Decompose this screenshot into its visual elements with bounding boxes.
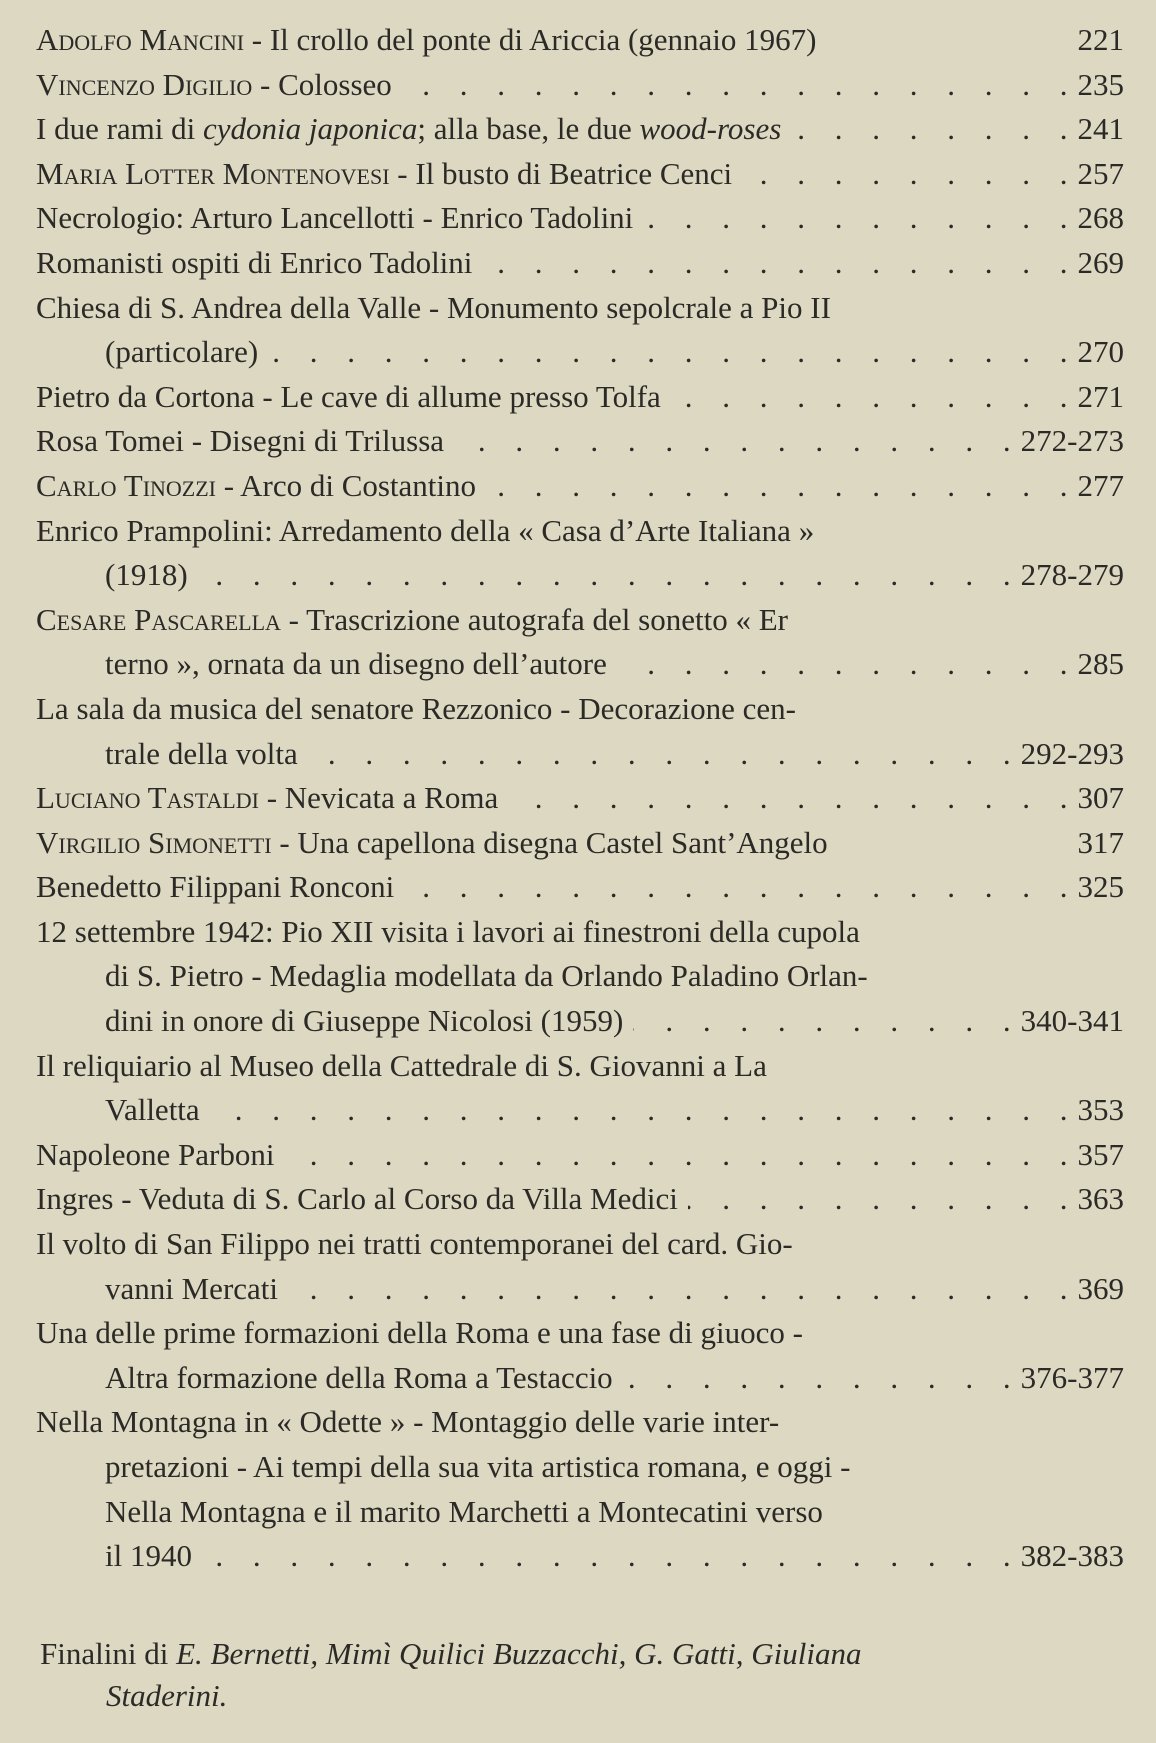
entry-text: [36, 687, 796, 732]
toc-entry: [36, 910, 1124, 1044]
entry-title-part: La sala da musica del senatore Rezzonico - Decorazione cen-: [36, 690, 796, 726]
toc-entry: [36, 1133, 1124, 1178]
entry-text: [105, 1088, 200, 1133]
dot-leader: [268, 330, 1067, 375]
entry-line: [36, 553, 1124, 598]
entry-line: [36, 286, 1124, 331]
entry-line: [36, 63, 1124, 108]
dot-leader: [643, 196, 1067, 241]
page-number: 271: [1077, 378, 1124, 414]
dot-leader: [202, 1534, 1011, 1579]
entry-title-part: - Il crollo del ponte di Ariccia (gennaio 1967): [244, 22, 817, 57]
toc-entry: [36, 1177, 1124, 1222]
entry-author: Luciano Tastaldi: [36, 780, 259, 816]
dot-leader: [617, 642, 1068, 687]
dot-leader: [791, 107, 1067, 152]
entry-line: [36, 687, 1124, 732]
entry-line: [36, 464, 1124, 509]
toc-entry: [36, 464, 1124, 509]
dot-leader: [633, 999, 1010, 1044]
entry-title-part: - Il busto di Beatrice Cenci: [389, 155, 733, 191]
entry-text: [105, 553, 188, 598]
entry-text: [36, 821, 828, 866]
toc-entry: [36, 196, 1124, 241]
entry-text: [105, 330, 258, 375]
entry-line: [36, 1133, 1124, 1178]
toc-entry: [36, 598, 1124, 687]
entry-text: [36, 419, 444, 464]
entry-text: [36, 286, 831, 331]
entry-line: [36, 241, 1124, 286]
entry-text: [105, 732, 298, 777]
entry-text: [105, 1267, 278, 1312]
page-number: 317: [1077, 824, 1124, 860]
entry-text: [105, 1445, 850, 1490]
entry-text: [105, 642, 607, 687]
toc-entry: [36, 776, 1124, 821]
entry-title-part: dini in onore di Giuseppe Nicolosi (1959): [105, 1003, 624, 1039]
entry-line: [36, 419, 1124, 464]
entry-title-part: - Arco di Costantino: [216, 467, 477, 503]
entry-title-part: di S. Pietro - Medaglia modellata da Orlando Paladino Orlan-: [105, 958, 868, 994]
entry-text: [105, 1534, 192, 1579]
entry-text: [36, 18, 817, 63]
entry-line: [36, 821, 1124, 866]
page-number: 241: [1077, 111, 1124, 147]
toc-entry: [36, 375, 1124, 420]
toc-entry: [36, 107, 1124, 152]
page-number: 269: [1077, 244, 1124, 280]
dot-leader: [198, 553, 1011, 598]
entry-text: [36, 1044, 767, 1089]
toc-entry: [36, 1044, 1124, 1133]
entry-line: [36, 18, 1124, 63]
entry-title-part: Nella Montagna e il marito Marchetti a Montecatini verso: [105, 1493, 823, 1529]
entry-title-part: Altra formazione della Roma a Testaccio: [105, 1359, 613, 1395]
entry-line: [36, 642, 1124, 687]
entry-title-part: terno », ornata da un disegno dell’autore: [105, 646, 607, 682]
entry-text: [36, 509, 814, 554]
entry-line: [36, 865, 1124, 910]
entry-text: [36, 910, 860, 955]
page-number: 285: [1077, 646, 1124, 682]
entry-line: [36, 1267, 1124, 1312]
entry-line: [36, 196, 1124, 241]
entry-title-part: 12 settembre 1942: Pio XII visita i lavori ai finestroni della cupola: [36, 913, 860, 949]
toc-entry: [36, 1311, 1124, 1400]
page-number: 270: [1077, 334, 1124, 370]
entry-line: [36, 1445, 1124, 1490]
page-number: 353: [1077, 1092, 1124, 1128]
entry-text: [36, 1222, 793, 1267]
page-number: 363: [1077, 1181, 1124, 1217]
finalini-credit: [40, 1633, 861, 1717]
toc-entry: [36, 18, 1124, 63]
dot-leader: [454, 419, 1011, 464]
page-number: 268: [1077, 200, 1124, 236]
entry-title-part: Romanisti ospiti di Enrico Tadolini: [36, 244, 473, 280]
dot-leader: [671, 375, 1068, 420]
entry-text: [36, 865, 394, 910]
entry-title-part: Il reliquiario al Museo della Cattedrale di S. Giovanni a La: [36, 1047, 767, 1083]
entry-author: Maria Lotter Montenovesi: [36, 155, 390, 191]
entry-title-part: Nella Montagna in « Odette » - Montaggio delle varie inter-: [36, 1404, 780, 1440]
entry-line: [36, 910, 1124, 955]
entry-title-part: wood-roses: [639, 111, 782, 147]
dot-leader: [404, 865, 1067, 910]
dot-leader: [482, 241, 1067, 286]
finalini-names: E. Bernetti, Mimì Quilici Buzzacchi, G. Gatti, Giuliana: [176, 1636, 862, 1671]
entry-line: [36, 1044, 1124, 1089]
page-number: 376-377: [1020, 1359, 1124, 1395]
dot-leader: [402, 63, 1068, 108]
entry-text: [105, 954, 868, 999]
page-number: 340-341: [1020, 1003, 1124, 1039]
page-number: 325: [1077, 869, 1124, 905]
entry-text: [105, 1356, 613, 1401]
entry-line: [36, 375, 1124, 420]
entry-text: [105, 999, 623, 1044]
page-number: 278-279: [1020, 557, 1124, 593]
toc-entry: [36, 1222, 1124, 1311]
entry-text: [36, 63, 392, 108]
entry-title-part: - Una capellona disegna Castel Sant’Angelo: [271, 824, 828, 860]
entry-text: [36, 464, 476, 509]
dot-leader: [688, 1177, 1068, 1222]
entry-title-part: Necrologio: Arturo Lancellotti - Enrico Tadolini: [36, 200, 634, 236]
entry-line: [36, 509, 1124, 554]
entry-author: Vincenzo Digilio: [36, 66, 253, 102]
dot-leader: [288, 1267, 1067, 1312]
entry-title-part: Napoleone Parboni: [36, 1136, 275, 1172]
entry-title-part: (particolare): [105, 334, 259, 370]
entry-title-part: Il volto di San Filippo nei tratti contemporanei del card. Gio-: [36, 1226, 793, 1262]
entry-text: [36, 196, 633, 241]
page-number: 257: [1077, 155, 1124, 191]
entry-text: [36, 1133, 274, 1178]
entry-line: [36, 1490, 1124, 1535]
entry-title-part: Una delle prime formazioni della Roma e una fase di giuoco -: [36, 1315, 803, 1351]
dot-leader: [508, 776, 1067, 821]
entry-text: [36, 1311, 803, 1356]
page-number: 382-383: [1020, 1538, 1124, 1574]
entry-line: [36, 1400, 1124, 1445]
entry-title-part: il 1940: [105, 1538, 192, 1574]
finalini-names-cont: Staderini.: [106, 1678, 228, 1713]
entry-line: [36, 1177, 1124, 1222]
entry-text: [36, 1400, 779, 1445]
page-number: 221: [1077, 22, 1124, 57]
entry-text: [36, 375, 661, 420]
entry-line: [36, 1311, 1124, 1356]
page-number: 272-273: [1020, 423, 1124, 459]
entry-author: Adolfo Mancini: [36, 22, 245, 57]
entry-title-part: - Nevicata a Roma: [258, 780, 499, 816]
entry-title-part: ; alla base, le due: [417, 111, 640, 147]
entry-text: [36, 241, 472, 286]
page-number: 292-293: [1020, 735, 1124, 771]
dot-leader: [308, 732, 1011, 777]
toc-entry: [36, 865, 1124, 910]
dot-leader: [742, 152, 1067, 197]
entry-text: [36, 776, 498, 821]
page-number: 357: [1077, 1136, 1124, 1172]
entry-line: [36, 1222, 1124, 1267]
entry-author: Virgilio Simonetti: [36, 824, 272, 860]
page-number: 307: [1077, 780, 1124, 816]
entry-title-part: Enrico Prampolini: Arredamento della « Casa d’Arte Italiana »: [36, 512, 815, 548]
page-number: 277: [1077, 467, 1124, 503]
entry-title-part: vanni Mercati: [105, 1270, 279, 1306]
entry-title-part: - Colosseo: [252, 66, 392, 102]
page-number: 235: [1077, 66, 1124, 102]
entry-title-part: I due rami di: [36, 111, 204, 147]
entry-author: Cesare Pascarella: [36, 601, 281, 637]
entry-line: [36, 954, 1124, 999]
entry-title-part: Ingres - Veduta di S. Carlo al Corso da Villa Medici: [36, 1181, 678, 1217]
entry-title-part: - Trascrizione autografa del sonetto « Er: [280, 601, 788, 637]
entry-title-part: pretazioni - Ai tempi della sua vita artistica romana, e oggi -: [105, 1449, 851, 1484]
entry-title-part: (1918): [105, 557, 188, 593]
entry-text: [36, 152, 732, 197]
toc-entry: [36, 63, 1124, 108]
entry-text: [36, 598, 788, 643]
entry-author: Carlo Tinozzi: [36, 467, 216, 503]
entry-line: [36, 776, 1124, 821]
entry-title-part: Valletta: [105, 1092, 200, 1128]
dot-leader: [623, 1356, 1011, 1401]
entry-title-part: Rosa Tomei - Disegni di Trilussa: [36, 423, 445, 459]
dot-leader: [486, 464, 1067, 509]
page-number: 369: [1077, 1270, 1124, 1306]
entry-text: [105, 1490, 823, 1535]
toc-entry: [36, 241, 1124, 286]
dot-leader: [284, 1133, 1067, 1178]
toc-entry: [36, 419, 1124, 464]
toc-entry: [36, 152, 1124, 197]
entry-title-part: Pietro da Cortona - Le cave di allume presso Tolfa: [36, 378, 661, 414]
entry-line: [36, 1356, 1124, 1401]
entry-line: [36, 732, 1124, 777]
finalini-prefix: Finalini di: [40, 1636, 177, 1671]
toc-entry: [36, 509, 1124, 598]
entry-line: [36, 1534, 1124, 1579]
toc-entry: [36, 821, 1124, 866]
entry-text: [36, 1177, 678, 1222]
entry-line: [36, 330, 1124, 375]
toc-entry: [36, 286, 1124, 375]
toc-entry: [36, 687, 1124, 776]
entry-title-part: trale della volta: [105, 735, 298, 771]
entry-line: [36, 999, 1124, 1044]
entry-line: [36, 598, 1124, 643]
entry-line: [36, 152, 1124, 197]
table-of-illustrations: [36, 18, 1124, 1579]
dot-leader: [210, 1088, 1068, 1133]
entry-title-part: cydonia japonica: [203, 111, 418, 147]
toc-entry: [36, 1400, 1124, 1578]
entry-title-part: Benedetto Filippani Ronconi: [36, 869, 395, 905]
entry-text: [36, 107, 781, 152]
entry-line: [36, 107, 1124, 152]
entry-title-part: Chiesa di S. Andrea della Valle - Monumento sepolcrale a Pio II: [36, 289, 831, 325]
entry-line: [36, 1088, 1124, 1133]
